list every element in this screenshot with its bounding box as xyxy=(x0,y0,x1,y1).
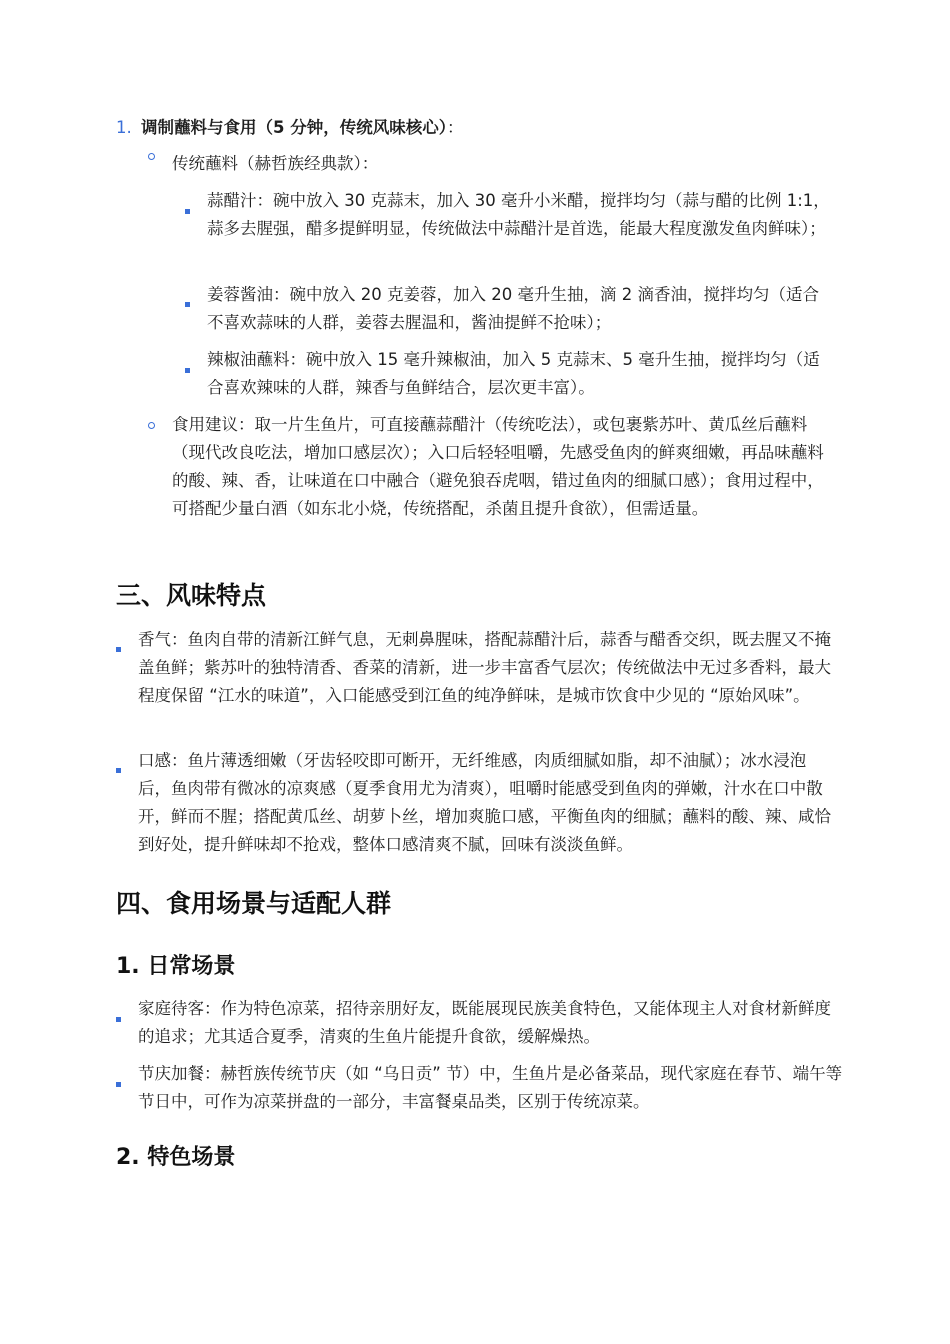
section-flavor-title: 三、风味特点 xyxy=(116,581,267,610)
sauce-item-chili-oil: 辣椒油蘸料：碗中放入 15 毫升辣椒油，加入 5 克蒜末、5 毫升生抽，搅拌均匀（适合喜欢辣味的人群，辣香与鱼鲜结合，层次更丰富）。 xyxy=(207,350,820,397)
daily-scene-hosting: 家庭待客：作为特色凉菜，招待亲朋好友，既能展现民族美食特色，又能体现主人对食材新鲜度的追求；尤其适合夏季，清爽的生鱼片能提升食欲，缓解燥热。 xyxy=(138,999,831,1046)
square-bullet-icon xyxy=(185,199,190,218)
daily-scene-festival: 节庆加餐：赫哲族传统节庆（如 “乌日贡” 节）中，生鱼片是必备菜品，现代家庭在春节、端午等节日中，可作为凉菜拼盘的一部分，丰富餐桌品类，区别于传统凉菜。 xyxy=(138,1064,843,1111)
step-number: 1. xyxy=(116,118,132,137)
circle-bullet-icon xyxy=(148,123,155,164)
flavor-aroma: 香气：鱼肉自带的清新江鲜气息，无刺鼻腥味，搭配蒜醋汁后，蒜香与醋香交织，既去腥又不掩盖鱼鲜；紫苏叶的独特清香、香菜的清新，进一步丰富香气层次；传统做法中无过多香料，最大程度保留 “江水的味道”，入口能感受到江鱼的纯净鲜味，是城市饮食中少见的 “原始风味”。 xyxy=(138,630,831,705)
special-scene-title: 2. 特色场景 xyxy=(116,1145,236,1170)
daily-scene-title: 1. 日常场景 xyxy=(116,954,236,979)
step-heading xyxy=(116,114,876,142)
sauce-item-ginger-soy: 姜蓉酱油：碗中放入 20 克姜蓉，加入 20 毫升生抽，滴 2 滴香油，搅拌均匀（适合不喜欢蒜味的人群，姜蓉去腥温和，酱油提鲜不抢味）； xyxy=(207,285,819,332)
section-scenes-title: 四、食用场景与适配人群 xyxy=(116,889,392,918)
square-bullet-icon xyxy=(116,1072,121,1091)
square-bullet-icon xyxy=(116,758,121,777)
square-bullet-icon xyxy=(116,1007,121,1026)
sauces-heading: 传统蘸料（赫哲族经典款）： xyxy=(172,154,379,173)
square-bullet-icon xyxy=(185,292,190,311)
square-bullet-icon xyxy=(185,358,190,377)
flavor-texture: 口感：鱼片薄透细嫩（牙齿轻咬即可断开，无纤维感，肉质细腻如脂，却不油腻）；冰水浸泡后，鱼肉带有微冰的凉爽感（夏季食用尤为清爽），咀嚼时能感受到鱼肉的弹嫩，汁水在口中散开，鲜而不腥；搭配黄瓜丝、胡萝卜丝，增加爽脆口感，平衡鱼肉的细腻；蘸料的酸、辣、咸恰到好处，提升鲜味却不抢戏，整体口感清爽不腻，回味有淡淡鱼鲜。 xyxy=(138,751,831,854)
eating-tip: 食用建议：取一片生鱼片，可直接蘸蒜醋汁（传统吃法），或包裹紫苏叶、黄瓜丝后蘸料（现代改良吃法，增加口感层次）；入口后轻轻咀嚼，先感受鱼肉的鲜爽细嫩，再品味蘸料的酸、辣、香，让味道在口中融合（避免狼吞虎咽，错过鱼肉的细腻口感）；食用过程中，可搭配少量白酒（如东北小烧，传统搭配，杀菌且提升食欲），但需适量。 xyxy=(172,415,824,518)
sauce-item-garlic-vinegar: 蒜醋汁：碗中放入 30 克蒜末，加入 30 毫升小米醋，搅拌均匀（蒜与醋的比例 1:1，蒜多去腥强，醋多提鲜明显，传统做法中蒜醋汁是首选，能最大程度激发鱼肉鲜味）； xyxy=(207,191,830,238)
circle-bullet-icon xyxy=(148,392,155,433)
square-bullet-icon xyxy=(116,637,121,656)
step-colon: ： xyxy=(446,118,464,137)
step-title: 调制蘸料与食用（5 分钟，传统风味核心） xyxy=(141,118,447,137)
